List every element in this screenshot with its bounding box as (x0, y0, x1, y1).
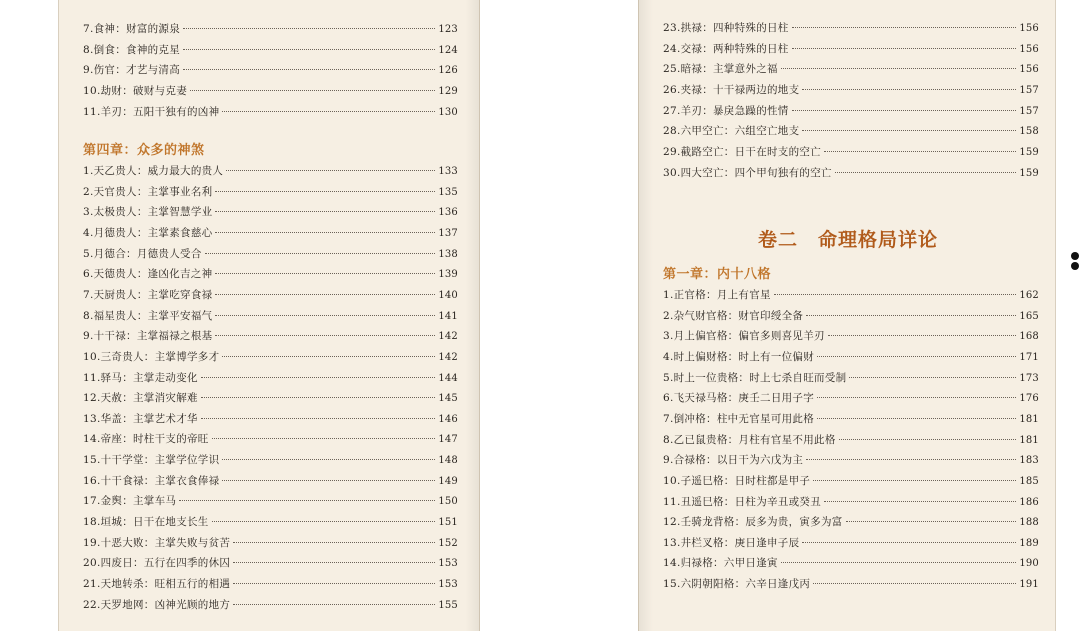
toc-entry-title: 3.月上偏官格：偏官多则喜见羊刃 (663, 330, 825, 343)
toc-entry (663, 577, 1039, 592)
toc-entry-page-number: 129 (438, 85, 458, 97)
toc-entry-page-number: 153 (438, 558, 458, 570)
dot-leader (201, 377, 436, 378)
edge-marks (1071, 252, 1080, 272)
toc-entry-title: 10.三奇贵人：主掌博学多才 (83, 350, 220, 363)
toc-entry-title: 1.正官格：月上有官星 (663, 289, 771, 301)
toc-entry (663, 433, 1039, 448)
toc-entry-title: 30.四大空亡：四个甲旬独有的空亡 (663, 166, 832, 179)
toc-entry-title: 7.天厨贵人：主掌吃穿食禄 (83, 288, 213, 301)
dot-leader (179, 500, 435, 501)
toc-entry (663, 166, 1039, 181)
toc-entry-title: 11.羊刃：五阳干独有的凶神 (83, 105, 220, 118)
volume-heading: 卷二 命理格局详论 (757, 229, 938, 251)
toc-entry (663, 288, 1039, 303)
dot-leader (813, 480, 1016, 481)
toc-entry-title: 10.劫财：破财与克妻 (83, 84, 187, 97)
toc-entry-title: 15.十干学堂：主掌学位学识 (83, 454, 220, 467)
toc-entry-page-number: 189 (1019, 537, 1039, 549)
dot-leader (233, 562, 435, 563)
dot-leader (212, 438, 436, 439)
toc-entry-title: 17.金舆：主掌车马 (83, 495, 177, 508)
toc-entry-page-number: 130 (438, 106, 458, 118)
toc-entry-title: 23.拱禄：四种特殊的日柱 (663, 22, 789, 34)
dot-leader (802, 130, 1016, 131)
toc-entry-page-number: 146 (438, 413, 458, 425)
toc-entry-page-number: 142 (438, 351, 458, 363)
toc-entry (663, 474, 1039, 489)
toc-entry-title: 8.乙已鼠贵格：月柱有官星不用此格 (663, 433, 836, 446)
toc-entry (83, 267, 458, 282)
dot-leader (849, 377, 1016, 378)
toc-entry (663, 536, 1039, 551)
toc-entry-page-number: 156 (1019, 64, 1039, 76)
toc-entry (663, 453, 1039, 468)
dot-leader (190, 90, 435, 91)
toc-entry-title: 13.井栏叉格：庚日逢申子辰 (663, 536, 800, 549)
toc-entry (83, 598, 458, 613)
toc-entry (83, 226, 458, 241)
dot-leader (817, 356, 1016, 357)
toc-entry-page-number: 151 (438, 517, 458, 529)
toc-entry-title: 8.倒食：食神的克星 (83, 43, 181, 56)
toc-entry-page-number: 150 (438, 496, 458, 508)
dot-leader (806, 315, 1016, 316)
dot-leader (802, 542, 1016, 543)
dot-leader (806, 459, 1016, 460)
toc-entry-page-number: 152 (438, 537, 458, 549)
toc-entry (663, 329, 1039, 344)
toc-entry (663, 62, 1039, 77)
toc-entry-page-number: 168 (1019, 331, 1039, 343)
toc-entry-page-number: 188 (1019, 517, 1039, 529)
toc-entry-title: 5.时上一位贵格：时上七杀自旺而受制 (663, 371, 847, 384)
toc-entry (83, 63, 458, 78)
toc-entry (663, 495, 1039, 510)
toc-entry (663, 83, 1039, 98)
toc-entry-title: 13.华盖：主掌艺术才华 (83, 412, 198, 425)
toc-entry-title: 25.暗禄：主掌意外之福 (663, 63, 778, 76)
toc-entry-page-number: 155 (438, 599, 458, 611)
toc-entry (663, 104, 1039, 119)
dot-leader (183, 28, 435, 29)
toc-entry (663, 42, 1039, 57)
toc-entry-title: 6.天德贵人：逢凶化吉之神 (83, 268, 213, 281)
toc-entry-page-number: 157 (1019, 105, 1039, 117)
toc-entry-title: 9.十干禄：主掌福禄之根基 (83, 330, 213, 343)
toc-entry-title: 10.子遥巳格：日时柱都是甲子 (663, 474, 811, 487)
dot-leader (183, 69, 435, 70)
toc-entry-title: 29.截路空亡：日干在时支的空亡 (663, 145, 821, 158)
toc-entry (83, 556, 458, 571)
toc-entry-title: 4.月德贵人：主掌素食慈心 (83, 226, 213, 239)
edge-dot-icon (1071, 252, 1079, 260)
dot-leader (824, 501, 1016, 502)
toc-entry-title: 20.四废日：五行在四季的休囚 (83, 557, 231, 570)
dot-leader (222, 356, 435, 357)
toc-entry (663, 371, 1039, 386)
dot-leader (215, 294, 435, 295)
dot-leader (222, 111, 435, 112)
toc-entry (83, 453, 458, 468)
toc-entry (83, 309, 458, 324)
toc-entry (83, 84, 458, 99)
toc-entry (663, 124, 1039, 139)
toc-entry (663, 350, 1039, 365)
toc-entry-page-number: 162 (1019, 290, 1039, 301)
toc-entry-title: 4.时上偏财格：时上有一位偏财 (663, 350, 815, 363)
dot-leader (226, 170, 435, 171)
toc-entry (83, 164, 458, 179)
toc-entry-page-number: 171 (1019, 351, 1039, 363)
toc-entry-title: 14.归禄格：六甲日逢寅 (663, 557, 778, 570)
toc-entry (83, 22, 458, 37)
toc-entry-page-number: 181 (1019, 413, 1039, 425)
toc-entry-page-number: 141 (438, 310, 458, 322)
toc-entry-page-number: 185 (1019, 475, 1039, 487)
toc-entry-page-number: 136 (438, 207, 458, 219)
toc-entry-page-number: 145 (438, 393, 458, 405)
toc-entry-page-number: 157 (1019, 84, 1039, 96)
toc-entry-page-number: 148 (438, 455, 458, 467)
toc-entry-title: 16.十干食禄：主掌衣食俸禄 (83, 474, 220, 487)
dot-leader (222, 480, 435, 481)
dot-leader (201, 418, 436, 419)
dot-leader (205, 253, 436, 254)
chapter-heading: 第四章：众多的神煞 (83, 143, 205, 158)
toc-entry-page-number: 149 (438, 475, 458, 487)
toc-entry-page-number: 181 (1019, 434, 1039, 446)
toc-entry-title: 11.驿马：主掌走动变化 (83, 371, 198, 384)
left-page (58, 0, 480, 631)
right-page (638, 0, 1056, 631)
toc-entry (83, 288, 458, 303)
toc-entry-page-number: 159 (1019, 146, 1039, 158)
toc-entry-title: 27.羊刃：暴戾急躁的性情 (663, 104, 789, 117)
dot-leader (839, 439, 1017, 440)
dot-leader (215, 315, 435, 316)
toc-entry-title: 22.天罗地网：凶神光顾的地方 (83, 598, 231, 611)
toc-entry-page-number: 140 (438, 289, 458, 301)
toc-entry-title: 7.食神：财富的源泉 (83, 23, 181, 35)
dot-leader (835, 172, 1017, 173)
dot-leader (774, 294, 1016, 295)
toc-entry-page-number: 139 (438, 269, 458, 281)
toc-entry-title: 7.倒冲格：柱中无官星可用此格 (663, 412, 815, 425)
toc-entry (83, 105, 458, 120)
toc-entry (83, 432, 458, 447)
toc-entry-title: 8.福星贵人：主掌平安福气 (83, 309, 213, 322)
toc-entry-page-number: 144 (438, 372, 458, 384)
toc-entry-page-number: 165 (1019, 310, 1039, 322)
dot-leader (215, 335, 435, 336)
toc-entry (83, 205, 458, 220)
toc-entry (83, 391, 458, 406)
toc-entry (83, 515, 458, 530)
toc-entry-page-number: 183 (1019, 455, 1039, 467)
toc-entry (83, 577, 458, 592)
dot-leader (233, 542, 435, 543)
toc-entry-title: 15.六阴朝阳格：六辛日逢戊丙 (663, 578, 811, 591)
dot-leader (846, 521, 1017, 522)
toc-entry (83, 350, 458, 365)
toc-entry-title: 18.垣城：日干在地支长生 (83, 516, 209, 529)
edge-dot-icon (1071, 262, 1079, 270)
chapter-heading: 第一章：内十八格 (663, 267, 772, 282)
toc-entry-title: 9.合禄格：以日干为六戊为主 (663, 454, 804, 467)
toc-entry-page-number: 159 (1019, 167, 1039, 179)
dot-leader (215, 191, 435, 192)
dot-leader (233, 583, 435, 584)
toc-entry (663, 145, 1039, 160)
dot-leader (781, 562, 1017, 563)
toc-entry (663, 412, 1039, 427)
toc-entry-page-number: 126 (438, 65, 458, 77)
toc-entry (663, 391, 1039, 406)
toc-entry-title: 6.飞天禄马格：庚壬二日用子字 (663, 392, 815, 405)
dot-leader (828, 335, 1016, 336)
toc-entry-page-number: 133 (438, 166, 458, 177)
dot-leader (233, 604, 435, 605)
toc-entry-title: 12.壬骑龙背格：辰多为贵，寅多为富 (663, 516, 843, 529)
dot-leader (215, 211, 435, 212)
dot-leader (817, 418, 1016, 419)
toc-entry (663, 556, 1039, 571)
toc-entry-page-number: 153 (438, 579, 458, 590)
toc-entry (83, 185, 458, 200)
dot-leader (222, 459, 435, 460)
toc-entry-title: 19.十恶大败：主掌失败与贫苦 (83, 536, 231, 549)
toc-entry-title: 11.丑遥巳格：日柱为辛丑或癸丑 (663, 495, 821, 508)
dot-leader (792, 110, 1017, 111)
dot-leader (802, 89, 1016, 90)
toc-entry (663, 515, 1039, 530)
dot-leader (183, 49, 435, 50)
toc-entry-page-number: 138 (438, 248, 458, 260)
toc-entry (663, 21, 1039, 36)
toc-entry-page-number: 124 (438, 44, 458, 56)
toc-entry-title: 28.六甲空亡：六组空亡地支 (663, 125, 800, 138)
toc-entry (83, 371, 458, 386)
toc-entry-page-number: 191 (1019, 579, 1039, 591)
toc-entry-title: 2.天官贵人：主掌事业名利 (83, 185, 213, 198)
toc-entry (83, 494, 458, 509)
toc-entry-page-number: 137 (438, 227, 458, 239)
dot-leader (792, 27, 1017, 28)
toc-entry-page-number: 190 (1019, 558, 1039, 570)
toc-entry-title: 5.月德合：月德贵人受合 (83, 247, 202, 260)
toc-entry (83, 536, 458, 551)
dot-leader (215, 273, 435, 274)
toc-entry-page-number: 186 (1019, 496, 1039, 508)
toc-entry-title: 3.太极贵人：主掌智慧学业 (83, 206, 213, 219)
dot-leader (813, 583, 1016, 584)
toc-entry-title: 14.帝座：时柱干支的帝旺 (83, 433, 209, 446)
toc-entry-page-number: 176 (1019, 393, 1039, 405)
toc-entry-title: 9.伤官：才艺与清高 (83, 64, 181, 77)
toc-entry-title: 21.天地转杀：旺相五行的相遇 (83, 578, 231, 590)
toc-entry (83, 247, 458, 262)
dot-leader (215, 232, 435, 233)
dot-leader (817, 397, 1016, 398)
dot-leader (201, 397, 436, 398)
toc-entry (83, 412, 458, 427)
toc-entry-title: 12.天赦：主掌消灾解难 (83, 392, 198, 405)
toc-entry-title: 2.杂气财官格：财官印绶全备 (663, 309, 804, 322)
dot-leader (824, 151, 1016, 152)
toc-entry (83, 43, 458, 58)
toc-entry (83, 474, 458, 489)
toc-entry-title: 1.天乙贵人：威力最大的贵人 (83, 165, 224, 177)
toc-entry-page-number: 147 (438, 434, 458, 446)
toc-entry-page-number: 142 (438, 331, 458, 343)
toc-entry-page-number: 156 (1019, 43, 1039, 55)
toc-entry-page-number: 156 (1019, 23, 1039, 34)
toc-entry-title: 26.夹禄：十干禄两边的地支 (663, 83, 800, 96)
toc-entry-page-number: 135 (438, 186, 458, 198)
toc-entry (83, 329, 458, 344)
dot-leader (781, 68, 1017, 69)
toc-entry-page-number: 173 (1019, 372, 1039, 384)
toc-entry (663, 309, 1039, 324)
toc-entry-page-number: 158 (1019, 126, 1039, 138)
dot-leader (792, 48, 1017, 49)
dot-leader (212, 521, 436, 522)
toc-entry-page-number: 123 (438, 24, 458, 35)
toc-entry-title: 24.交禄：两种特殊的日柱 (663, 42, 789, 55)
